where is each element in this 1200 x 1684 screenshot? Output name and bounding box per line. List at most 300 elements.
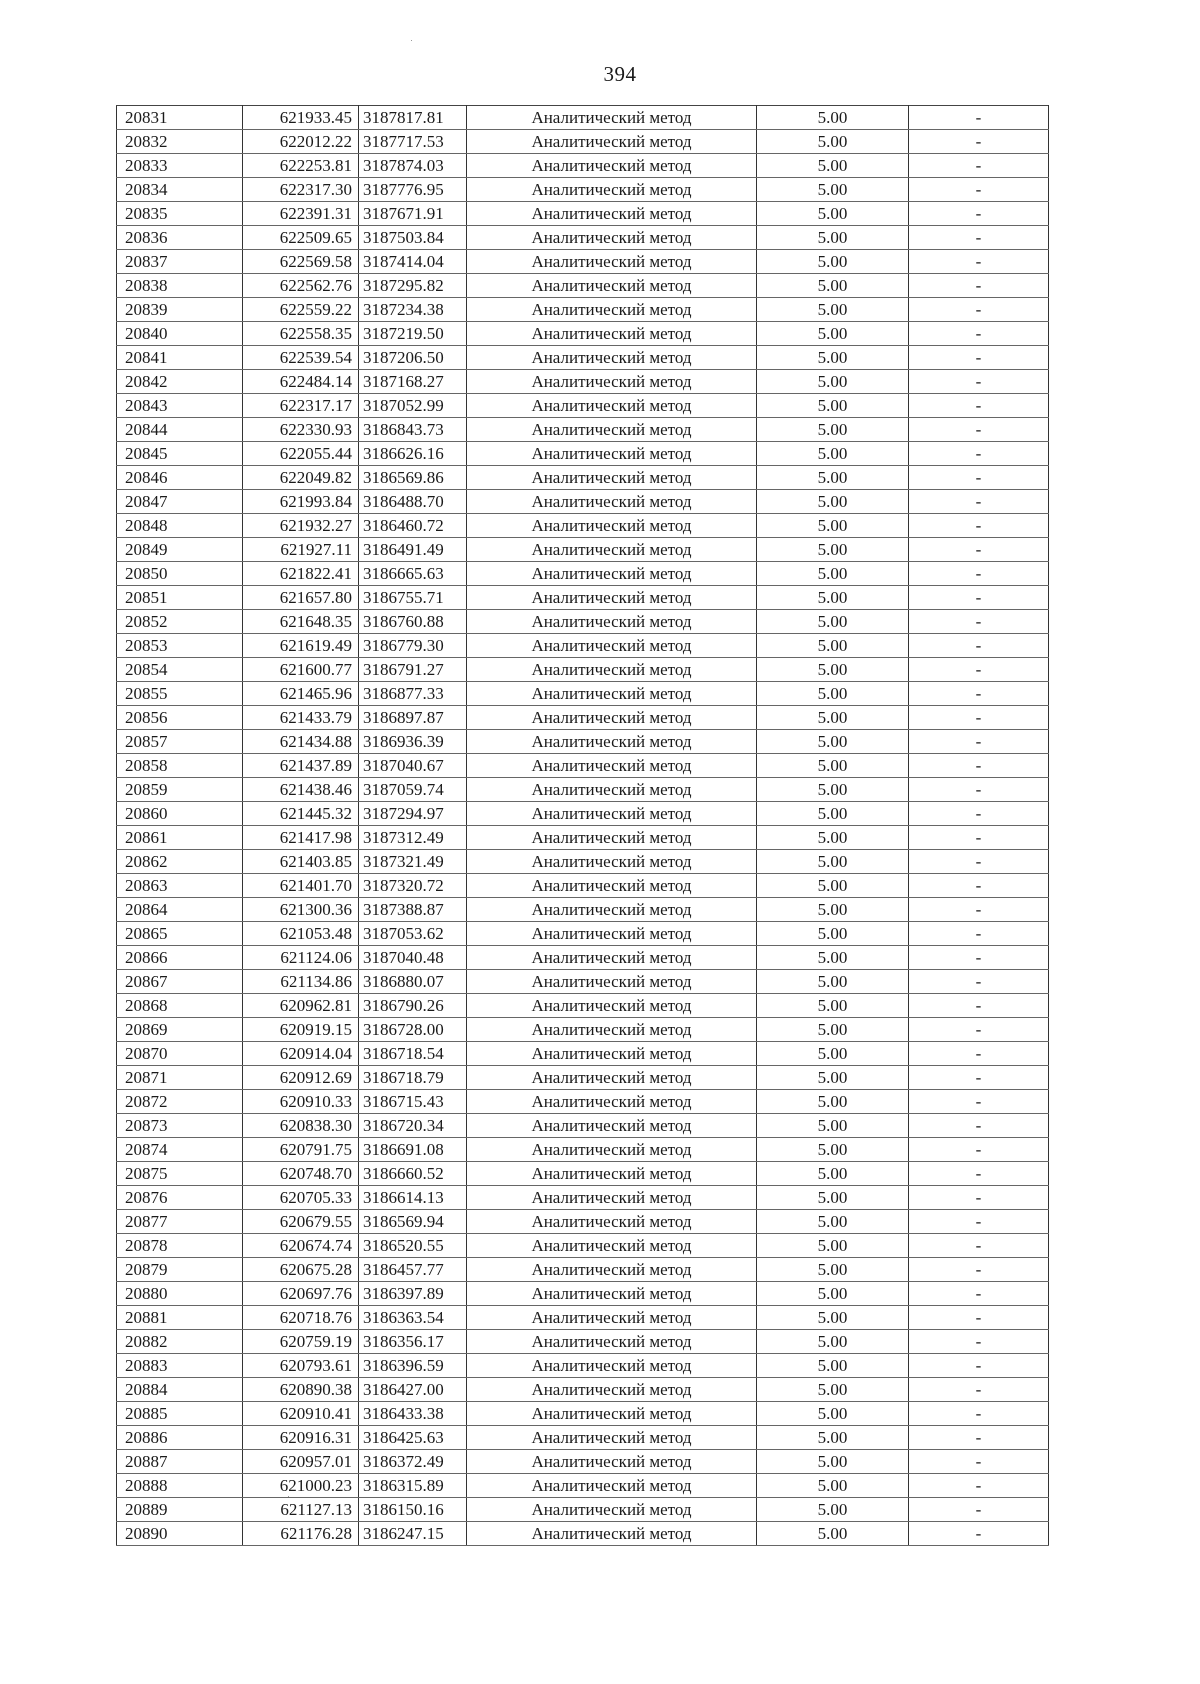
description-cell: - (909, 802, 1049, 826)
y-coordinate-cell: 3186491.49 (359, 538, 467, 562)
y-coordinate-cell: 3187206.50 (359, 346, 467, 370)
accuracy-cell: 5.00 (757, 1090, 909, 1114)
point-number-cell: 20880 (117, 1282, 243, 1306)
coordinates-table (116, 105, 1049, 1546)
method-cell: Аналитический метод (467, 514, 757, 538)
description-cell: - (909, 1474, 1049, 1498)
point-number-cell: 20854 (117, 658, 243, 682)
description-cell: - (909, 274, 1049, 298)
point-number-cell: 20878 (117, 1234, 243, 1258)
method-cell: Аналитический метод (467, 1114, 757, 1138)
y-coordinate-cell: 3186433.38 (359, 1402, 467, 1426)
method-cell: Аналитический метод (467, 226, 757, 250)
point-number-cell: 20868 (117, 994, 243, 1018)
table-row (117, 970, 1049, 994)
y-coordinate-cell: 3186427.00 (359, 1378, 467, 1402)
description-cell: - (909, 1402, 1049, 1426)
description-cell: - (909, 442, 1049, 466)
y-coordinate-cell: 3186790.26 (359, 994, 467, 1018)
table-row (117, 1282, 1049, 1306)
accuracy-cell: 5.00 (757, 202, 909, 226)
accuracy-cell: 5.00 (757, 106, 909, 130)
x-coordinate-cell: 622012.22 (243, 130, 359, 154)
accuracy-cell: 5.00 (757, 562, 909, 586)
accuracy-cell: 5.00 (757, 1114, 909, 1138)
table-row (117, 1090, 1049, 1114)
table-row (117, 226, 1049, 250)
accuracy-cell: 5.00 (757, 610, 909, 634)
description-cell: - (909, 250, 1049, 274)
point-number-cell: 20849 (117, 538, 243, 562)
description-cell: - (909, 1162, 1049, 1186)
accuracy-cell: 5.00 (757, 250, 909, 274)
method-cell: Аналитический метод (467, 1402, 757, 1426)
x-coordinate-cell: 621127.13 (243, 1498, 359, 1522)
point-number-cell: 20869 (117, 1018, 243, 1042)
x-coordinate-cell: 622558.35 (243, 322, 359, 346)
x-coordinate-cell: 622049.82 (243, 466, 359, 490)
description-cell: - (909, 1018, 1049, 1042)
accuracy-cell: 5.00 (757, 658, 909, 682)
point-number-cell: 20859 (117, 778, 243, 802)
table-row (117, 634, 1049, 658)
accuracy-cell: 5.00 (757, 274, 909, 298)
y-coordinate-cell: 3187671.91 (359, 202, 467, 226)
description-cell: - (909, 202, 1049, 226)
x-coordinate-cell: 620838.30 (243, 1114, 359, 1138)
y-coordinate-cell: 3186755.71 (359, 586, 467, 610)
description-cell: - (909, 970, 1049, 994)
y-coordinate-cell: 3186791.27 (359, 658, 467, 682)
method-cell: Аналитический метод (467, 754, 757, 778)
point-number-cell: 20848 (117, 514, 243, 538)
method-cell: Аналитический метод (467, 898, 757, 922)
method-cell: Аналитический метод (467, 178, 757, 202)
accuracy-cell: 5.00 (757, 778, 909, 802)
method-cell: Аналитический метод (467, 1474, 757, 1498)
description-cell: - (909, 1066, 1049, 1090)
table-row (117, 706, 1049, 730)
table-row (117, 1186, 1049, 1210)
y-coordinate-cell: 3187321.49 (359, 850, 467, 874)
y-coordinate-cell: 3186247.15 (359, 1522, 467, 1546)
method-cell: Аналитический метод (467, 1018, 757, 1042)
point-number-cell: 20845 (117, 442, 243, 466)
table-row (117, 1114, 1049, 1138)
method-cell: Аналитический метод (467, 946, 757, 970)
table-row (117, 802, 1049, 826)
table-row (117, 946, 1049, 970)
table-row (117, 778, 1049, 802)
y-coordinate-cell: 3186720.34 (359, 1114, 467, 1138)
x-coordinate-cell: 620957.01 (243, 1450, 359, 1474)
point-number-cell: 20853 (117, 634, 243, 658)
x-coordinate-cell: 621445.32 (243, 802, 359, 826)
method-cell: Аналитический метод (467, 778, 757, 802)
accuracy-cell: 5.00 (757, 442, 909, 466)
table-row (117, 130, 1049, 154)
y-coordinate-cell: 3186457.77 (359, 1258, 467, 1282)
method-cell: Аналитический метод (467, 1498, 757, 1522)
x-coordinate-cell: 621933.45 (243, 106, 359, 130)
y-coordinate-cell: 3187295.82 (359, 274, 467, 298)
accuracy-cell: 5.00 (757, 418, 909, 442)
table-row (117, 994, 1049, 1018)
coordinates-table-body (117, 106, 1049, 1546)
table-row (117, 154, 1049, 178)
method-cell: Аналитический метод (467, 1282, 757, 1306)
table-row (117, 418, 1049, 442)
x-coordinate-cell: 621000.23 (243, 1474, 359, 1498)
point-number-cell: 20851 (117, 586, 243, 610)
description-cell: - (909, 754, 1049, 778)
point-number-cell: 20841 (117, 346, 243, 370)
point-number-cell: 20836 (117, 226, 243, 250)
accuracy-cell: 5.00 (757, 802, 909, 826)
accuracy-cell: 5.00 (757, 874, 909, 898)
x-coordinate-cell: 621619.49 (243, 634, 359, 658)
x-coordinate-cell: 621932.27 (243, 514, 359, 538)
table-row (117, 298, 1049, 322)
y-coordinate-cell: 3187053.62 (359, 922, 467, 946)
description-cell: - (909, 1306, 1049, 1330)
method-cell: Аналитический метод (467, 922, 757, 946)
point-number-cell: 20886 (117, 1426, 243, 1450)
x-coordinate-cell: 621403.85 (243, 850, 359, 874)
accuracy-cell: 5.00 (757, 1330, 909, 1354)
point-number-cell: 20865 (117, 922, 243, 946)
table-row (117, 1042, 1049, 1066)
y-coordinate-cell: 3186150.16 (359, 1498, 467, 1522)
point-number-cell: 20843 (117, 394, 243, 418)
point-number-cell: 20838 (117, 274, 243, 298)
description-cell: - (909, 1138, 1049, 1162)
method-cell: Аналитический метод (467, 466, 757, 490)
point-number-cell: 20846 (117, 466, 243, 490)
x-coordinate-cell: 621300.36 (243, 898, 359, 922)
description-cell: - (909, 418, 1049, 442)
description-cell: - (909, 634, 1049, 658)
point-number-cell: 20890 (117, 1522, 243, 1546)
description-cell: - (909, 1450, 1049, 1474)
table-row (117, 1450, 1049, 1474)
description-cell: - (909, 514, 1049, 538)
table-row (117, 1426, 1049, 1450)
method-cell: Аналитический метод (467, 538, 757, 562)
y-coordinate-cell: 3187219.50 (359, 322, 467, 346)
x-coordinate-cell: 620791.75 (243, 1138, 359, 1162)
accuracy-cell: 5.00 (757, 730, 909, 754)
y-coordinate-cell: 3186372.49 (359, 1450, 467, 1474)
accuracy-cell: 5.00 (757, 1234, 909, 1258)
table-row (117, 730, 1049, 754)
x-coordinate-cell: 622317.17 (243, 394, 359, 418)
point-number-cell: 20832 (117, 130, 243, 154)
description-cell: - (909, 946, 1049, 970)
description-cell: - (909, 1426, 1049, 1450)
y-coordinate-cell: 3187040.67 (359, 754, 467, 778)
description-cell: - (909, 466, 1049, 490)
point-number-cell: 20857 (117, 730, 243, 754)
x-coordinate-cell: 621600.77 (243, 658, 359, 682)
description-cell: - (909, 826, 1049, 850)
description-cell: - (909, 130, 1049, 154)
description-cell: - (909, 394, 1049, 418)
description-cell: - (909, 1354, 1049, 1378)
table-row (117, 1330, 1049, 1354)
description-cell: - (909, 706, 1049, 730)
method-cell: Аналитический метод (467, 1258, 757, 1282)
description-cell: - (909, 154, 1049, 178)
x-coordinate-cell: 620912.69 (243, 1066, 359, 1090)
table-row (117, 1354, 1049, 1378)
description-cell: - (909, 1090, 1049, 1114)
x-coordinate-cell: 620793.61 (243, 1354, 359, 1378)
point-number-cell: 20831 (117, 106, 243, 130)
table-row (117, 874, 1049, 898)
description-cell: - (909, 1282, 1049, 1306)
method-cell: Аналитический метод (467, 706, 757, 730)
accuracy-cell: 5.00 (757, 1426, 909, 1450)
x-coordinate-cell: 622569.58 (243, 250, 359, 274)
point-number-cell: 20889 (117, 1498, 243, 1522)
table-row (117, 1522, 1049, 1546)
point-number-cell: 20885 (117, 1402, 243, 1426)
accuracy-cell: 5.00 (757, 178, 909, 202)
table-row (117, 1210, 1049, 1234)
y-coordinate-cell: 3186397.89 (359, 1282, 467, 1306)
y-coordinate-cell: 3186715.43 (359, 1090, 467, 1114)
y-coordinate-cell: 3186877.33 (359, 682, 467, 706)
table-row (117, 610, 1049, 634)
y-coordinate-cell: 3187040.48 (359, 946, 467, 970)
page-number: 394 (603, 62, 637, 86)
method-cell: Аналитический метод (467, 322, 757, 346)
x-coordinate-cell: 620910.41 (243, 1402, 359, 1426)
method-cell: Аналитический метод (467, 634, 757, 658)
y-coordinate-cell: 3186569.86 (359, 466, 467, 490)
description-cell: - (909, 922, 1049, 946)
method-cell: Аналитический метод (467, 1354, 757, 1378)
x-coordinate-cell: 622253.81 (243, 154, 359, 178)
y-coordinate-cell: 3187312.49 (359, 826, 467, 850)
accuracy-cell: 5.00 (757, 1474, 909, 1498)
description-cell: - (909, 874, 1049, 898)
method-cell: Аналитический метод (467, 1426, 757, 1450)
table-row (117, 442, 1049, 466)
description-cell: - (909, 586, 1049, 610)
method-cell: Аналитический метод (467, 1186, 757, 1210)
point-number-cell: 20844 (117, 418, 243, 442)
description-cell: - (909, 346, 1049, 370)
description-cell: - (909, 298, 1049, 322)
method-cell: Аналитический метод (467, 154, 757, 178)
accuracy-cell: 5.00 (757, 1522, 909, 1546)
scan-speck (411, 40, 412, 41)
description-cell: - (909, 106, 1049, 130)
table-row (117, 922, 1049, 946)
table-row (117, 754, 1049, 778)
x-coordinate-cell: 620674.74 (243, 1234, 359, 1258)
accuracy-cell: 5.00 (757, 970, 909, 994)
method-cell: Аналитический метод (467, 1306, 757, 1330)
method-cell: Аналитический метод (467, 1450, 757, 1474)
x-coordinate-cell: 621438.46 (243, 778, 359, 802)
x-coordinate-cell: 620679.55 (243, 1210, 359, 1234)
description-cell: - (909, 322, 1049, 346)
x-coordinate-cell: 621993.84 (243, 490, 359, 514)
accuracy-cell: 5.00 (757, 514, 909, 538)
point-number-cell: 20884 (117, 1378, 243, 1402)
method-cell: Аналитический метод (467, 610, 757, 634)
x-coordinate-cell: 620705.33 (243, 1186, 359, 1210)
description-cell: - (909, 778, 1049, 802)
method-cell: Аналитический метод (467, 730, 757, 754)
x-coordinate-cell: 622509.65 (243, 226, 359, 250)
point-number-cell: 20874 (117, 1138, 243, 1162)
description-cell: - (909, 562, 1049, 586)
table-row (117, 106, 1049, 130)
accuracy-cell: 5.00 (757, 1138, 909, 1162)
point-number-cell: 20887 (117, 1450, 243, 1474)
x-coordinate-cell: 621434.88 (243, 730, 359, 754)
x-coordinate-cell: 621648.35 (243, 610, 359, 634)
description-cell: - (909, 490, 1049, 514)
description-cell: - (909, 1330, 1049, 1354)
accuracy-cell: 5.00 (757, 1210, 909, 1234)
description-cell: - (909, 994, 1049, 1018)
y-coordinate-cell: 3186760.88 (359, 610, 467, 634)
x-coordinate-cell: 621134.86 (243, 970, 359, 994)
description-cell: - (909, 226, 1049, 250)
point-number-cell: 20881 (117, 1306, 243, 1330)
x-coordinate-cell: 620916.31 (243, 1426, 359, 1450)
accuracy-cell: 5.00 (757, 1258, 909, 1282)
point-number-cell: 20876 (117, 1186, 243, 1210)
table-row (117, 658, 1049, 682)
y-coordinate-cell: 3186488.70 (359, 490, 467, 514)
method-cell: Аналитический метод (467, 1210, 757, 1234)
table-row (117, 1066, 1049, 1090)
table-row (117, 1378, 1049, 1402)
point-number-cell: 20834 (117, 178, 243, 202)
accuracy-cell: 5.00 (757, 1354, 909, 1378)
accuracy-cell: 5.00 (757, 370, 909, 394)
x-coordinate-cell: 620759.19 (243, 1330, 359, 1354)
accuracy-cell: 5.00 (757, 1378, 909, 1402)
table-row (117, 1234, 1049, 1258)
table-row (117, 394, 1049, 418)
accuracy-cell: 5.00 (757, 130, 909, 154)
accuracy-cell: 5.00 (757, 586, 909, 610)
y-coordinate-cell: 3186660.52 (359, 1162, 467, 1186)
table-row (117, 1474, 1049, 1498)
method-cell: Аналитический метод (467, 490, 757, 514)
method-cell: Аналитический метод (467, 682, 757, 706)
point-number-cell: 20860 (117, 802, 243, 826)
table-row (117, 826, 1049, 850)
table-row (117, 322, 1049, 346)
y-coordinate-cell: 3186665.63 (359, 562, 467, 586)
point-number-cell: 20850 (117, 562, 243, 586)
method-cell: Аналитический метод (467, 586, 757, 610)
x-coordinate-cell: 622562.76 (243, 274, 359, 298)
y-coordinate-cell: 3186728.00 (359, 1018, 467, 1042)
y-coordinate-cell: 3187503.84 (359, 226, 467, 250)
method-cell: Аналитический метод (467, 562, 757, 586)
x-coordinate-cell: 621927.11 (243, 538, 359, 562)
y-coordinate-cell: 3186520.55 (359, 1234, 467, 1258)
accuracy-cell: 5.00 (757, 754, 909, 778)
description-cell: - (909, 850, 1049, 874)
y-coordinate-cell: 3186843.73 (359, 418, 467, 442)
point-number-cell: 20835 (117, 202, 243, 226)
point-number-cell: 20855 (117, 682, 243, 706)
accuracy-cell: 5.00 (757, 706, 909, 730)
accuracy-cell: 5.00 (757, 682, 909, 706)
x-coordinate-cell: 622559.22 (243, 298, 359, 322)
point-number-cell: 20839 (117, 298, 243, 322)
method-cell: Аналитический метод (467, 1090, 757, 1114)
point-number-cell: 20856 (117, 706, 243, 730)
y-coordinate-cell: 3186425.63 (359, 1426, 467, 1450)
x-coordinate-cell: 620890.38 (243, 1378, 359, 1402)
x-coordinate-cell: 620919.15 (243, 1018, 359, 1042)
y-coordinate-cell: 3187874.03 (359, 154, 467, 178)
table-row (117, 1162, 1049, 1186)
y-coordinate-cell: 3186363.54 (359, 1306, 467, 1330)
x-coordinate-cell: 621053.48 (243, 922, 359, 946)
y-coordinate-cell: 3186880.07 (359, 970, 467, 994)
method-cell: Аналитический метод (467, 418, 757, 442)
y-coordinate-cell: 3187168.27 (359, 370, 467, 394)
description-cell: - (909, 898, 1049, 922)
table-row (117, 898, 1049, 922)
point-number-cell: 20867 (117, 970, 243, 994)
method-cell: Аналитический метод (467, 298, 757, 322)
method-cell: Аналитический метод (467, 994, 757, 1018)
y-coordinate-cell: 3186718.79 (359, 1066, 467, 1090)
y-coordinate-cell: 3186614.13 (359, 1186, 467, 1210)
table-row (117, 490, 1049, 514)
point-number-cell: 20833 (117, 154, 243, 178)
table-row (117, 1138, 1049, 1162)
point-number-cell: 20840 (117, 322, 243, 346)
table-row (117, 1498, 1049, 1522)
x-coordinate-cell: 620962.81 (243, 994, 359, 1018)
accuracy-cell: 5.00 (757, 1450, 909, 1474)
x-coordinate-cell: 620697.76 (243, 1282, 359, 1306)
description-cell: - (909, 1210, 1049, 1234)
table-row (117, 1402, 1049, 1426)
table-row (117, 178, 1049, 202)
x-coordinate-cell: 622391.31 (243, 202, 359, 226)
method-cell: Аналитический метод (467, 1042, 757, 1066)
description-cell: - (909, 1186, 1049, 1210)
accuracy-cell: 5.00 (757, 898, 909, 922)
description-cell: - (909, 370, 1049, 394)
method-cell: Аналитический метод (467, 1234, 757, 1258)
table-row (117, 202, 1049, 226)
y-coordinate-cell: 3186936.39 (359, 730, 467, 754)
x-coordinate-cell: 622539.54 (243, 346, 359, 370)
method-cell: Аналитический метод (467, 826, 757, 850)
point-number-cell: 20879 (117, 1258, 243, 1282)
description-cell: - (909, 1522, 1049, 1546)
description-cell: - (909, 1378, 1049, 1402)
y-coordinate-cell: 3187059.74 (359, 778, 467, 802)
point-number-cell: 20877 (117, 1210, 243, 1234)
